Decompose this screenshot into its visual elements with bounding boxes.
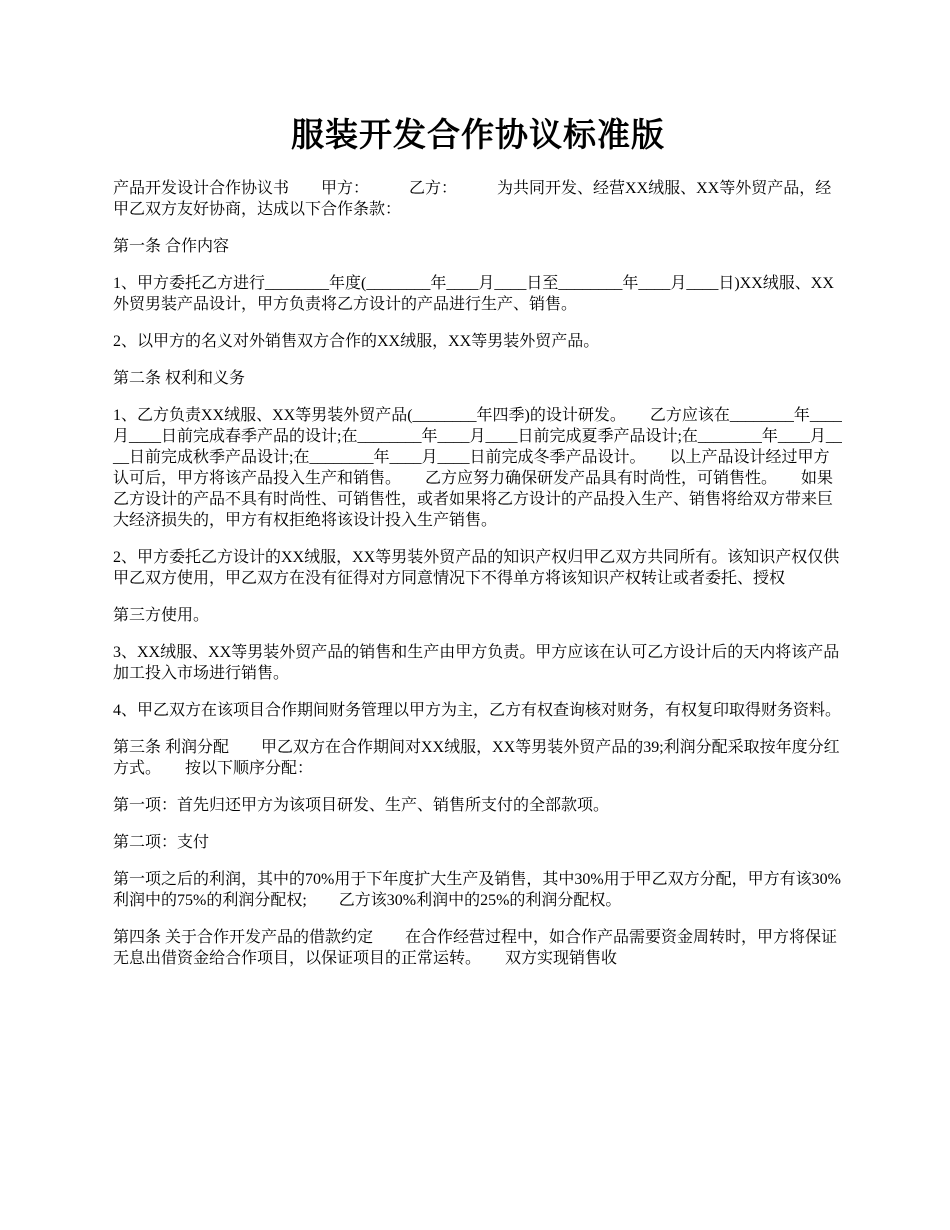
article-1-clause-2: 2、以甲方的名义对外销售双方合作的XX绒服，XX等男装外贸产品。 — [113, 333, 600, 350]
document-page — [113, 108, 843, 969]
article-1-clause-1: 1、甲方委托乙方进行________年度(________年____月____日至________年____月____日)XX绒服、XX外贸男装产品设计，甲方负责将乙方设计的产品进行生产、销售。 — [113, 275, 834, 313]
article-2-clause-1: 1、乙方负责XX绒服、XX等男装外贸产品(________年四季)的设计研发。 乙方应该在________年____月____日前完成春季产品的设计;在________年____月____日前完成夏季产品设计;在________年____月____日前完成秋季产品设计;在________年____月____日前完成冬季产品设计。 以上产品设计经过甲方认可后，甲方将该产品投入生产和销售。 乙方应努力确保研发产品具有时尚性，可销售性。 如果乙方设计的产品不具有时尚性、可销售性，或者如果将乙方设计的产品投入生产、销售将给双方带来巨大经济损失的，甲方有权拒绝将该设计投入生产销售。 — [113, 407, 842, 529]
article-2-clause-3: 3、XX绒服、XX等男装外贸产品的销售和生产由甲方负责。甲方应该在认可乙方设计后的天内将该产品加工投入市场进行销售。 — [113, 644, 840, 682]
intro-paragraph: 产品开发设计合作协议书 甲方： 乙方： 为共同开发、经营XX绒服、XX等外贸产品，经甲乙双方友好协商，达成以下合作条款： — [113, 180, 832, 218]
article-2-clause-2-continued: 第三方使用。 — [113, 607, 210, 624]
article-3-item-2-detail: 第一项之后的利润，其中的70%用于下年度扩大生产及销售，其中30%用于甲乙双方分配，甲方有该30%利润中的75%的利润分配权; 乙方该30%利润中的25%的利润分配权。 — [113, 871, 841, 909]
article-1-heading: 第一条 合作内容 — [113, 238, 230, 255]
article-4-paragraph: 第四条 关于合作开发产品的借款约定 在合作经营过程中，如合作产品需要资金周转时，甲方将保证无息出借资金给合作项目，以保证项目的正常运转。 双方实现销售收 — [113, 929, 838, 967]
article-2-heading: 第二条 权利和义务 — [113, 370, 246, 387]
document-title: 服装开发合作协议标准版 — [291, 118, 665, 154]
article-3-item-1: 第一项：首先归还甲方为该项目研发、生产、销售所支付的全部款项。 — [113, 797, 610, 814]
article-2-clause-4: 4、甲乙双方在该项目合作期间财务管理以甲方为主，乙方有权查询核对财务，有权复印取得财务资料。 — [113, 702, 842, 719]
article-2-clause-2: 2、甲方委托乙方设计的XX绒服，XX等男装外贸产品的知识产权归甲乙双方共同所有。该知识产权仅供甲乙双方使用，甲乙双方在没有征得对方同意情况下不得单方将该知识产权转让或者委托、授权 — [113, 549, 840, 587]
article-3-heading: 第三条 利润分配 甲乙双方在合作期间对XX绒服，XX等男装外贸产品的39;利润分配采取按年度分红方式。 按以下顺序分配： — [113, 739, 840, 777]
article-3-item-2: 第二项：支付 — [113, 834, 210, 851]
